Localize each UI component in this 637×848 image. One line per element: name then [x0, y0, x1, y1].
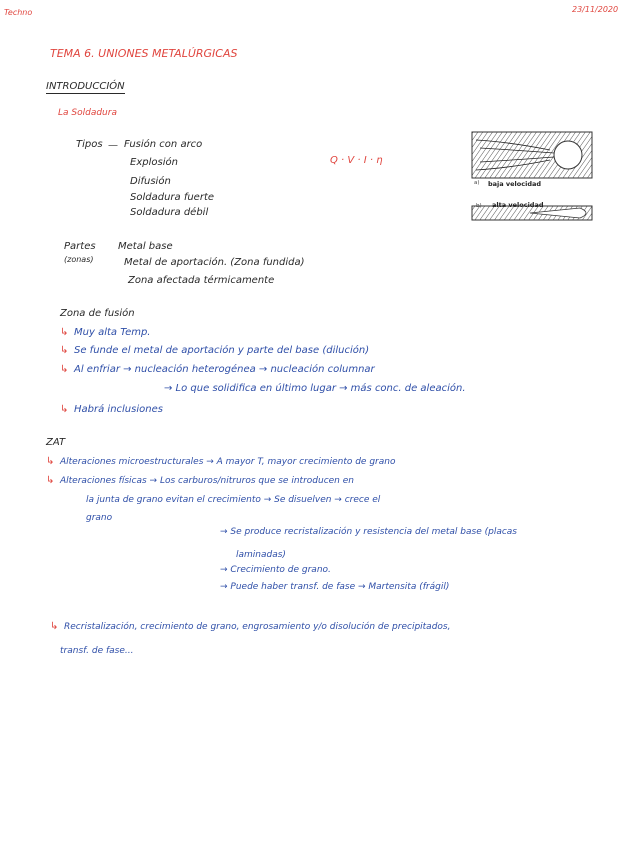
partes-item: Metal base	[118, 241, 173, 252]
zat-line: la junta de grano evitan el crecimiento → Se disuelven → crece el	[86, 495, 381, 505]
weld-pool-figure	[470, 122, 598, 230]
zona-fusion-line: Se funde el metal de aportación y parte del base (dilución)	[74, 345, 370, 356]
tipos-parameters: Q · V · I · η	[330, 155, 383, 166]
weld-pool-diagram	[470, 122, 598, 230]
recristalizacion-arrow: ↳	[50, 621, 59, 632]
zona-fusion-line: Al enfriar → nucleación heterogénea → nucleación columnar	[74, 364, 375, 375]
zat-heading: ZAT	[46, 437, 66, 448]
partes-item: Zona afectada térmicamente	[128, 275, 275, 286]
zona-fusion-arrow: ↳	[60, 327, 69, 338]
zona-fusion-line: → Lo que solidifica en último lugar → más conc. de aleación.	[164, 383, 466, 394]
tipos-item: Explosión	[130, 157, 178, 168]
page-title: TEMA 6. UNIONES METALÚRGICAS	[50, 47, 238, 60]
figure-label-a: a)	[474, 180, 480, 186]
zat-arrow: ↳	[46, 475, 55, 486]
tipos-item: Fusión con arco	[124, 139, 203, 150]
zat-line: → Puede haber transf. de fase → Martensita (frágil)	[220, 582, 450, 592]
zat-line: → Crecimiento de grano.	[220, 565, 331, 575]
zona-fusion-heading: Zona de fusión	[60, 308, 135, 319]
header-date: 23/11/2020	[572, 5, 619, 14]
zona-fusion-arrow: ↳	[60, 364, 69, 375]
heading-soldadura: La Soldadura	[58, 108, 117, 118]
tipos-arrow: —	[108, 140, 118, 151]
figure-caption-low-speed: baja velocidad	[488, 180, 542, 188]
partes-sublabel: (zonas)	[64, 255, 94, 264]
figure-label-b: b)	[476, 203, 482, 209]
header-subject: Techno	[4, 8, 33, 17]
figure-caption-high-speed: alta velocidad	[492, 201, 544, 209]
tipos-label: Tipos	[76, 139, 103, 150]
weld-pool-circle	[554, 141, 582, 169]
zona-fusion-line: Habrá inclusiones	[74, 404, 163, 415]
partes-item: Metal de aportación. (Zona fundida)	[124, 257, 305, 268]
tipos-item: Soldadura débil	[130, 207, 209, 218]
recristalizacion-line: Recristalización, crecimiento de grano, engrosamiento y/o disolución de precipitados,	[64, 622, 451, 632]
partes-label: Partes	[64, 241, 96, 252]
tipos-item: Difusión	[130, 176, 171, 187]
recristalizacion-line: transf. de fase...	[60, 646, 134, 656]
tipos-item: Soldadura fuerte	[130, 192, 215, 203]
zona-fusion-line: Muy alta Temp.	[74, 327, 151, 338]
zat-line: Alteraciones físicas → Los carburos/nitruros que se introducen en	[60, 476, 354, 486]
zona-fusion-arrow: ↳	[60, 345, 69, 356]
zat-line: grano	[86, 513, 113, 523]
zat-arrow: ↳	[46, 456, 55, 467]
zat-line: Alteraciones microestructurales → A mayor T, mayor crecimiento de grano	[60, 457, 396, 467]
section-introduction: INTRODUCCIÓN	[46, 81, 125, 92]
zat-line: → Se produce recristalización y resistencia del metal base (placas	[220, 527, 517, 537]
zona-fusion-arrow: ↳	[60, 404, 69, 415]
zat-line: laminadas)	[236, 550, 286, 560]
